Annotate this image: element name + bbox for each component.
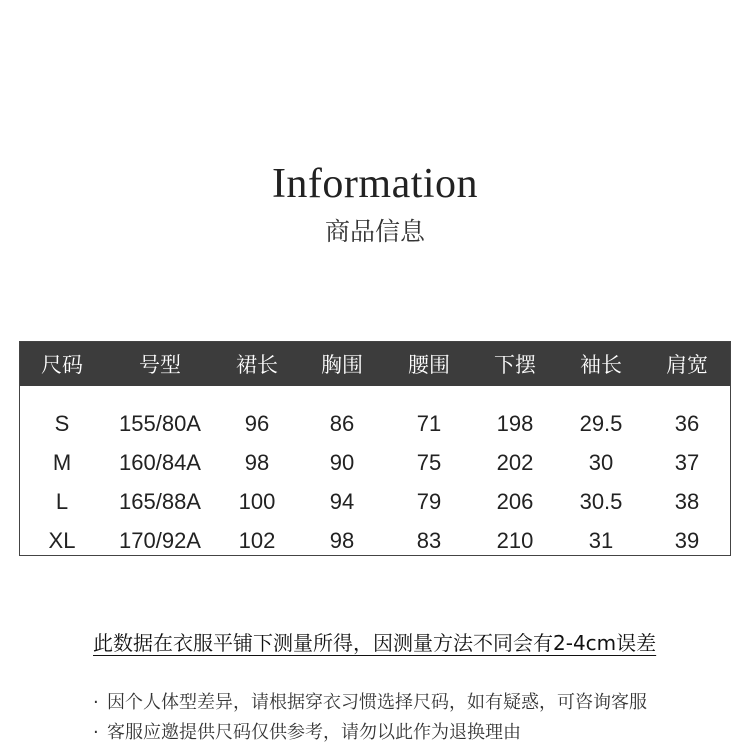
- title-english: Information: [271, 161, 479, 207]
- table-cell: L: [55, 488, 69, 514]
- header-skirt-length: 裙长: [236, 353, 278, 377]
- table-row: [20, 521, 730, 560]
- table-row: [20, 443, 730, 482]
- table-row: [20, 404, 730, 443]
- note-text: 因个人体型差异，请根据穿衣习惯选择尺码，如有疑惑，可咨询客服: [107, 692, 647, 713]
- table-cell: 38: [674, 488, 700, 514]
- table-body: [20, 386, 730, 560]
- table-cell: XL: [48, 527, 76, 553]
- table-cell: 170/92A: [119, 527, 201, 553]
- table-cell: 98: [244, 449, 270, 475]
- table-cell: 37: [674, 449, 700, 475]
- list-item: [93, 688, 647, 718]
- table-cell: 30: [588, 449, 614, 475]
- note-text: 客服应邀提供尺码仅供参考，请勿以此作为退换理由: [107, 722, 521, 743]
- measurement-note: 此数据在衣服平铺下测量所得，因测量方法不同会有2-4cm误差: [93, 631, 657, 655]
- bullet-dot: ·: [93, 722, 99, 743]
- table-cell: 155/80A: [119, 410, 201, 436]
- table-cell: 206: [496, 488, 534, 514]
- table-cell: 100: [238, 488, 276, 514]
- title-chinese: 商品信息: [324, 217, 425, 246]
- table-cell: 94: [329, 488, 355, 514]
- table-cell: 79: [416, 488, 442, 514]
- table-cell: 90: [329, 449, 355, 475]
- table-cell: 102: [238, 527, 276, 553]
- table-cell: 31: [588, 527, 614, 553]
- table-cell: M: [52, 449, 72, 475]
- header-bust: 胸围: [321, 353, 363, 377]
- table-cell: 83: [416, 527, 442, 553]
- table-header-row: [20, 342, 730, 386]
- table-cell: S: [54, 410, 70, 436]
- list-item: [93, 718, 647, 748]
- size-table: [19, 341, 731, 556]
- table-cell: 202: [496, 449, 534, 475]
- table-cell: 210: [496, 527, 534, 553]
- table-cell: 86: [329, 410, 355, 436]
- header-size: 尺码: [41, 353, 83, 377]
- table-cell: 36: [674, 410, 700, 436]
- header-hem: 下摆: [494, 353, 536, 377]
- table-cell: 96: [244, 410, 270, 436]
- header-waist: 腰围: [408, 353, 450, 377]
- header-model: 号型: [139, 353, 181, 377]
- header-sleeve-length: 袖长: [580, 353, 622, 377]
- table-cell: 29.5: [579, 410, 623, 436]
- notes-list: [93, 688, 647, 748]
- table-cell: 165/88A: [119, 488, 201, 514]
- bullet-dot: ·: [93, 692, 99, 713]
- table-row: [20, 482, 730, 521]
- table-cell: 71: [416, 410, 442, 436]
- table-cell: 30.5: [579, 488, 623, 514]
- table-cell: 75: [416, 449, 442, 475]
- header-shoulder-width: 肩宽: [666, 353, 708, 377]
- table-cell: 39: [674, 527, 700, 553]
- table-cell: 198: [496, 410, 534, 436]
- table-cell: 160/84A: [119, 449, 201, 475]
- table-cell: 98: [329, 527, 355, 553]
